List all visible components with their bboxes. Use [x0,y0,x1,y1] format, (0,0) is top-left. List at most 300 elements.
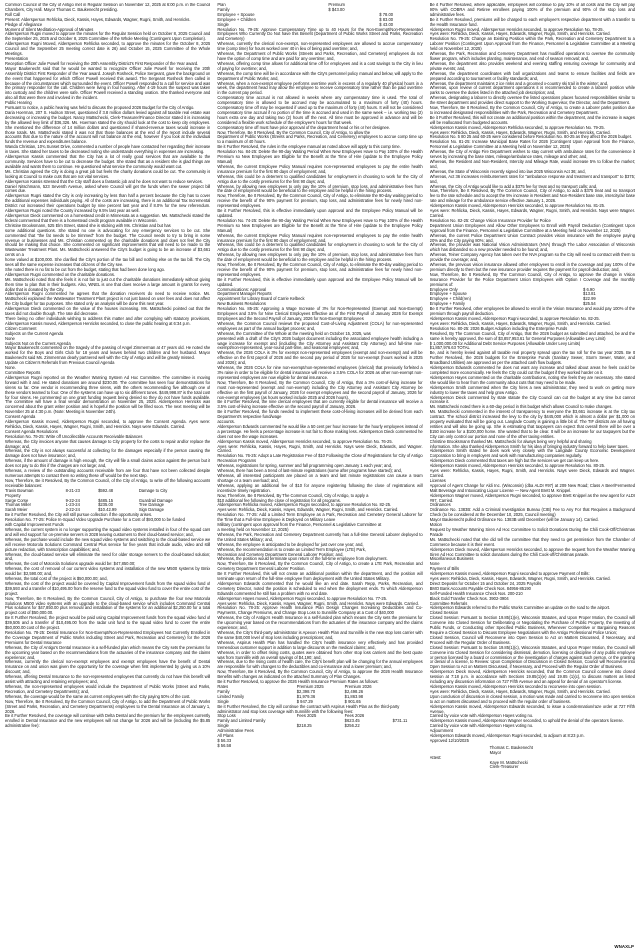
paragraph: Motion [429,522,442,528]
paragraph: Now, Therefore, Be It Resolved, By the Common Council, City of Antigo, to allow the [217,129,371,135]
paragraph: Whereas, the Park, Recreation and Cemetery Department has modified operations to oversee the community flower program, which includes planting, maintenance, and end of season removal; and, [429,51,635,61]
table-cell: $218.25 [296,723,312,729]
paragraph: Approved 12/10/2025 [429,737,469,743]
paragraph: Whereas, the Department of Public Works (Streets and Parks, Recreation, and Cemetery) employees do not have the option of comp time and are paid for any overtime; and, [217,51,423,61]
paragraph: Ayes were: Rehlicka, Dieck, Kassis, Hayes, Edwards, Wagner, Rugni, Smith, and Henricks. Carried. [429,688,611,694]
paragraph: Consent Agenda [5,414,36,420]
paragraph: Direct Deposits for October 15 and October 24, 2025 Payrolls [429,580,542,586]
paragraph: Be, and is hereby levied against all taxable real property spread upon the tax roll for the tax year 2025. Be It Further Resolved, the 2026 budgets for the Enterprise Funds (Sanitary Sewer, Storm Sewer, Water, and Broadband Utilities) are approved as per the attached cash flow budgets. [429,350,635,366]
paragraph: Aldersperson Rugni commented on the charitable donations. [5,271,116,277]
paragraph: Christine Brooksmann, 525 Elm Street, stated she is sticking with Ms. Christian and but has [5,222,171,228]
paragraph: Consent Agenda Resolutions [5,428,58,434]
paragraph: Be it Further Resolved, this will not create an additional position within the department, and the increase in wages will be reallocated from budgeted accounts. [429,114,635,125]
paragraph: Aldersperson Dieck commented on the value of the houses increasing. Ms. Mattschecki pointed out that the taxes did not double though. The rate did decrease. [5,306,211,317]
table-cell: Single [217,698,229,704]
paragraph: $1,857,976.63 TOTAL [429,345,470,351]
paragraph: Ayes were: Rehlicka, Dieck, Kassis, Hayes, Edwards, Wagner, Rugni, Smith, and Henricks. Carried. [217,507,399,513]
table-cell: Single [217,21,229,27]
paragraph: Aldersperson Edwards referred to the Public Works Committee an update on the road to the airport. [429,605,611,611]
paragraph: Reception Officer Julie Powell for receiving the 20th Assembly District's First Responder of the Year award. [5,60,199,66]
column-3 [430,3,635,947]
table-cell: $731.11 [392,718,408,724]
paragraph: Aldersperson Smith stated he does work very closely with the Langlade County Economic Development Corporation to bring in employers and work with manufacturing companies regularly. [429,448,635,459]
paragraph: Resolution No. 76-25: Adopt a Late Registration Fee of $10 Following the Close of Registrations for City of Antigo Recreation Programs [217,453,423,464]
paragraph: Be It Further Resolved, this will not create an additional position within the department, and the position will terminate upon return of the full-time employee from deployment with the United States Military. [217,571,423,582]
paragraph: Self-Funded Health Insurance Check Nos. 200-210 [429,590,523,596]
paragraph: Whereas, the current Employee Policy Manual requires non-represented employees to pay the entire health insurance premium for the first 90 days of employment; and, [217,163,423,174]
table-cell [297,744,345,749]
paragraph: Aldersperson Rugni Moved, Aldersperson Rehlicka seconded, to approve the minutes for the October 8, 2025 Council and the September 25 meeting correct date is 26) and October 15, 2025 Committee of the Whole Meetings. [5,41,211,57]
paragraph: Daria Hoerman, 207 S. Hudson Street, questioned if 3.8 million dollars levied against all taxable real estate was decreasing or increasing the budget. Nancy Mattschecki, Clerk-Treasurer/Finance Director stated it is increasing by the allowed levy limit of $36,326. Ms. Hoerman stated the city should look at the cost to keep city employees. She mentioned the difference of 14 million dollars and questioned if shared-revenue taxes would increase in those totals. Ms. Mattschecki stated it was not that those balances at the end of the report include several accounts that due to the nature of the account will not balance at the end, however if you look at the individual funds the revenue and expenditures balance. [5,109,211,145]
paragraph: Whereas, offering Dental Insurance to the non-represented employees that currently do not have this benefit will assist with attracting and retaining employees; and, [5,674,211,685]
table-cell: Employee + Child(ren) [429,296,471,302]
table-cell: Family and Limited Family [217,718,266,724]
table-cell: $2,498.26 [344,688,364,694]
column-2 [217,3,422,947]
paragraph: Aldersperson Kassis commented that the City has a lot of really good services that are available to the community. Services have to be cut to decrease the budget. She stated that as a resident she is glad things are available and wants them to continue. He questioned what service the community would want cut. [5,154,211,169]
table-cell: $1,979.36 [296,693,316,699]
paragraph: Whereas, currently the clerical non-exempt, non-represented employees are allowed to accrue compensatory time (comp time) for hours worked over 40 in lieu of being paid overtime; and, [217,41,423,52]
paragraph: Christine Brooksmann thanked Ms. Mattschecki for always being very helpful and sharing [429,438,592,444]
paragraph: Resolution No. 77-25: Police In-Squad Video Upgrade Purchase for a Cost of $93,000 to be funded [5,517,185,523]
table-cell [393,744,423,749]
paragraph: home valued at $100,000. She clarified the City's portion of the tax bill and nothing else on the tax bill. The City sees all the same expense increases that citizens of the City see. [5,257,211,268]
plan-table [217,3,422,28]
paragraph: Whereas, the Resident and Non-Resident, Intercity and Mileage Rate, would increase 5% to follow the market; and, [429,159,635,169]
paragraph: Whereas, when a non-exempt employee performs overtime work in excess of a regularly 40 physical hours in a week, the department head may allow the employee to receive compensatory time rather than be paid overtime in the current pay period. [217,80,423,96]
paragraph: Aldersperson Smith commented when the City hires a new administrator, they need to work on getting more industry to lower the taxes and help grow Antigo. [429,384,635,395]
mayor-name: Thomas C. Baukenecht [489,744,533,750]
paragraph: Aldersperson Hayes commented on the charitable contributions, noting she feels they are necessary. She stated she would like to hear from the community about cuts that may need to be made. [429,374,635,385]
paragraph: Aldersperson Dieck commented that taxes are high but the services we get can keep us here. [429,458,600,464]
paragraph: Aldersperson Rugni stated the City is only increasing by less than half a percent because the City has to cover the additional expenses individuals paying. All of the costs are increasing, there is an additional Tax Incremental District not increased their operations budget by nine percent last year and if 8.0% for the new referendum. Aldersperson Rugni noted the County increased by 9.5% last year as well. [5,193,211,214]
paragraph: Present: Aldersperson Rehlicka, Dieck, Kassis, Hayes, Edwards, Wagner, Rugni, Smith, and Henricks. [5,16,191,22]
paragraph: Compensatory time off must have prior approval of the department head or his or her designee. [217,124,391,130]
paragraph: Now, Therefore, Be it Resolved, By the Common Council, of the City of Antigo, to write off the following accounts receivable balances: [5,477,211,488]
paragraph: Be it Further Resolved, the funds needed to implement these cost-of-living increases will be derived from each Department's respective fund/wage [217,409,423,420]
paragraph: Now, Therefore, Be It Resolved, By the Common Council, City of Antigo, to eliminate the 90-day waiting period to receive the benefit of the 90% payment for premium, stop loss, and administrative fees for newly hired non-represented employees. [217,193,423,209]
paragraph: Ayes were: Rehlicka, Dieck, Kassis, Hayes, Wagner, Rugni, Smith, and Henricks. Nays were Edwards. Carried. [217,600,419,606]
paragraph: Be it Further Resolved, this is effective immediately upon approval and the Employee Policy Manual will be updated. [217,276,423,287]
paragraph: Now, Therefore, Be it Resolved, By the Common Council, City of Antigo, to create a LTE Park, Recreation and Cemetery Department General Laborer Position. [217,561,423,572]
paragraph: Whereas, the Common Council reviews the proposed Cost-of-Living Adjustment (COLA) for non-represented employees as part of the annual budget process; and, [217,320,423,331]
paragraph: Aldersperson Edwards commented he would like a 50 cent per hour increase for the hourly employees instead of a percentage. He feels a percentage increase is not fair to those making less. Aldersperson Dieck commented he does not see the wage increases. [217,423,423,439]
paragraph: Be it Further Resolved, the coverage will continue with Delta Dental and the premium for the employees currently enrolled in Dental Insurance and the new employees will not change for 2026 and will be (including the $5.85 administrative fee): [5,713,211,729]
table-cell: Plan [217,3,226,7]
paragraph: Whereas, the cloud-based service will eliminate the need for older storage servers to the cloud-based solution; and, [5,551,211,562]
table-cell: 1-23-24 [65,502,80,508]
table-cell: Sign Damage [138,507,164,513]
paragraph: Closed Session: Pursuant to Section 19.85(1)(e), Wisconsin Statutes, and Upon Proper Motion, the Council will Convene into Closed Session for Deliberating or Negotiating the Purchase of Public Property, the Investing of Public Funds, or Conducting other Specified Public Business, Whenever Competitive or Bargaining Reasons Require a Closed Session to Discuss Employee Negotiations with the Antigo Professional Police Union; [429,615,635,635]
paragraph: Mayor Baukenecht pulled Ordinance No. 1383B until December (will be January 14). Carried. [429,517,599,523]
table-cell: $ 901.65 [344,698,361,704]
paragraph: BMO Bank Accounts Payable Check Nos. 84956-85190 [429,585,531,591]
paragraph: Recreation and Cemetery Department General Laborer Position; and, [217,551,344,557]
paragraph: Aldersperson Kassis moved, Aldersperson Henricks seconded to reconvene into open session. [429,683,602,689]
paragraph: Whereas, the position would terminate upon return of the full-time employee from deployment. [217,556,388,562]
paragraph: Aldersperson Dieck commented by state statute the City Council can cut the budget at any time but cannot increase it. [429,394,635,405]
paragraph: Whereas, the current system is no longer supporting the squad video systems installed in four of the squad cars and will end support for on-premise servers in 2028 leaving customers to their cloud-based service; and, [5,526,211,537]
paragraph: Aldersperson Kassis moved, Aldersperson Henricks seconded, to approve Resolution No. 80-25. [429,463,606,469]
paragraph: Now, Therefore, Be It Resolved, By The Common Council, City of Antigo, to apply a [217,492,369,498]
paragraph: Whereas, the current Employee Policy Manual requires non-represented employees to pay the entire health insurance premium for the first 90 days of employment; and, [217,232,423,243]
paragraph: Whereas, applying an additional fee of $10 for anyone registering following the close of registrations will incentivize timely registration. [217,482,423,493]
paragraph: Whereas, a review of the outstanding accounts receivable from are four that have not been collected despite numerous attempts to contact them so writing these off would be the next step. [5,468,211,478]
table-cell: $1,863.98 [344,693,364,699]
table-cell: Employee Only [429,286,458,292]
paragraph: Resolution No. 74-25: Delete the 90-day Waiting Period When New Employees Have to Pay 100% of the Health Premium so New Employees are Eligible for the Benefit at the Time of Hire (update to the Employee Policy Manual) [217,217,423,233]
paragraph: Aldersperson Rugni moved to approve the minutes for the Regular Session held on October 8, 2025 Council and the September 25, 2025 and October 8, 2025 Committee of the Whole Meeting (Contingent Upon Completion). [5,31,211,42]
paragraph: Whereas, the current Police Department Union Contract provides vision insurance with the employee paying 20% and the City paying 80%; and, [429,232,635,243]
paragraph: Whereas, this could be a deterrent to qualified candidates for employment in choosing to work for the City of Antigo due to the costly premiums for the first 90 days; and, [217,242,423,253]
clerk-title: Clerk-Treasurer [489,764,519,770]
premium-table [217,685,422,749]
paragraph: Resolution No. 85-25: Approving a Wage Increase of 3% for Non-Represented (Exempt and Non-Exempt) Employees and 3.5% for Nine Clerical Employees Effective as of the First Payroll of January 2026 for Exempt Employees and the Second Payroll of January, 2026 for Non-Exempt Employees [217,306,423,321]
paragraph: Whereas, Teiner Company Agency has taken over the NVA program so the City will need to contract with them to provide the coverage; and, [429,252,635,263]
paragraph: Be it Further Resolved, where applicable, employees will continue to pay 10% of all costs and the City will pay 90% with COBRA and Retiree enrollees paying 100% of the premium and 90% of the stop loss and administrative fees. [429,3,635,17]
paragraph: New Business Resolutions [217,301,266,307]
table-row [217,744,422,749]
table-cell: $235.00 [98,502,114,508]
paragraph: Aldersperson Dieck moved, Aldersperson Henricks seconded, that the Common Council convene into closed session at 7:18 p.m. in accordance with Sections 19.85(1)(e) and 19.85 (1)(c), to discuss matters as listed including any discussion information on 727 Fifth Avenue and an appeal for denial of an operator's license. [429,669,635,685]
table-cell: $ 78.00 [379,11,394,17]
paragraph: Whereas, registrations for spring, summer and fall programming open January 1 each year; and, [217,463,392,469]
table-cell: Employee + Children [217,16,256,22]
paragraph: Aldersperson Dieck moved, Aldersperson Henricks seconded, to approve the request from the Weather Warning Siren Ad Hoc Committee to solicit donations during the Chili Cook-off/Christmas parade. [429,546,635,557]
paragraph: Aldersperson Kassis moved, Aldersperson Rugni seconded, to approve Resolution No. 82-25. [429,316,600,321]
paragraph: Citizen Comment [5,325,37,331]
table-cell: $ 56.58 [217,742,232,748]
paragraph: presented with a draft of the City's 2026 budget document including the associated employee health including a wage increase for exempt and (including the City Attorney and Assistant City Attorney) and full-time non-exempt/non-represented, year-round part-time, and seasonal employees; and, [217,335,423,351]
paragraph: Ms. Mattschecki noted that she did tell the committee that they need to get permission from the Chamber of Commerce because it is their event. [429,536,635,547]
paragraph: Resolution No. 79-25: Approve Compensatory Time up to 40 Hours for the Non-Exempt/Non-Represented Employees Who Currently Do Not have this Benefit (Department of Public Works Street and Parks, Recreation and Cemetery) [217,26,423,42]
paragraph: Resolution No. 79-25: Write off Uncollectible Accounts Receivable Balances [5,433,143,439]
paragraph: None [5,335,15,341]
table-cell: 2-22-24 [65,507,80,513]
clerk-name: Kaye M. Mattschecki [489,759,528,765]
table-cell: Fees 2026 [344,713,365,719]
paragraph: Whereas, the City's third-party administrator is Apexon Health Plan and Sunnilife is the new stop loss carrier with the same $40,000 level of stop loss including prescriptions; and, [217,630,423,640]
paragraph: Whereas, if the amount of damage is high enough, the City will file a small claims action against the person but it does not pay to do this if the charges are not large; and, [5,458,211,469]
table-cell: Sarah Meier [5,507,28,513]
paragraph: Whereas, the provider was National Vision Administrators (NVA) through The Labor Association of Wisconsin which has disbanded so a new provider needed to be found; and, [429,242,635,253]
table-cell: $485.15 [98,497,114,503]
paragraph: None. [5,365,16,371]
paragraph: Whereas, the City is not always successful at collecting for the damages especially if the person causing the damage does not have insurance; and, [5,448,211,459]
paragraph: Moment of Silent Meditation-Approval of Minutes [5,26,94,32]
paragraph: Aldersperson Kassis moved, Aldersperson Rehlicka seconded, to approve Resolution No. 79-25. [429,124,605,130]
paragraph: Whereas, the recommendation is to create an Limited Term Employee (LTE) Park, [217,546,366,552]
table-cell: $22.99 [583,296,596,302]
table-cell: Employee + Spouse [429,291,467,297]
paragraph: Closed Session [429,610,459,616]
paragraph: Adjournment [429,728,453,734]
paragraph: Whereas, the City invoices anyone that causes damage to City property for the costs to repair and/or replace the damage; and, [5,438,211,449]
paragraph: Daniel Nitschmann, 523 Seventh Avenue, asked where Council will get the funds when the sewer project bill comes due. [5,183,211,194]
table-cell: Administrative Fees [217,728,254,734]
paragraph: Military (contingent upon approval from the Finance, Personnel & Legislative Committee at [217,522,382,528]
paragraph: Whereas, currently the clerical non-exempt employees and exempt employees have the benefit of Dental Insurance on and union was given the opportunity for the coverage when first implemented by giving us a 10% discount; and, [5,659,211,675]
paragraph: Ayes were: Rehlicka, Dieck, Kassis, Hayes, Edwards, Wagner, Rugni, Smith, and Henricks. Carried. [429,320,611,326]
paragraph: Compensatory time accrual is not allowed in weeks where any compensatory time is used. The total of compensatory time is allowed to be accrued may be accumulated to a maximum of forty (40) hours. Compensatory time off may be requested if used up to the maximum of forty (40) hours. It will not be considered compensatory time accrual if no portion of the time is accrued and used in the same week – i.e. working two (2) hours extra one day and taking two (2) hours off the next. All time must be approved in advance and will be considered a flexible work schedule of the employee's hours for that week. [217,95,423,125]
paragraph: Aldersperson Kassis moved, Aldersperson Edwards seconded, to issue a condemnation/raze order at 727 Fifth Avenue. [429,703,635,714]
paragraph: Aldersperson Wagner moved, Aldersperson Rugni seconded, to approve Brett Knippel as the new agent for ALDI #97. Carried. [429,492,635,503]
table-cell: Family [217,6,230,12]
paragraph: Now, Therefore, Be It Resolved, By the Common Council, City of Antigo, to eliminate the 90-day waiting period to receive the benefit of the 90% payment for premium, stop loss, and administrative fees for newly hired non-represented employees. [217,262,423,277]
paragraph: None [429,561,440,567]
paragraph: Whereas, the previous vision insurance allowed other employees to enroll in the coverage and pay 100% of the premium directly to them but the new insurance provider requires the payment for payroll deduction; and, [429,262,635,272]
table-cell: $ 947.29 [296,698,313,704]
paragraph: Ms. Christian agreed the City is doing a great job but feels the charity donations could be cut. The community is looking at Council to make cuts that are not vital services. [5,168,211,179]
paragraph: Subjects on the Current Agenda [5,330,64,336]
paragraph: Ayes were: Rehlicka, Dieck, Kassis, Hayes, Edwards, Wagner, Rugni, Smith, and Henricks. Nays were Wagner. Carried. [429,208,635,218]
paragraph: Now, Therefore, Be It Resolved, By the Common Council, City of Antigo, that a 3% cost-of-living increase for most non-represented (exempt and non-exempt) including the City Attorney and Assistant City Attorney be effective on the first payroll of January, 2026 for exempt employees and the second payroll of January, 2026 for non-exempt employees (as hours worked include 2025 and 2026 hours). [217,379,423,400]
paragraph: Aldersperson Kassis moved, Aldersperson Henricks seconded, to approve Resolution No. 76-25. [217,438,393,444]
paragraph: Aldersperson Kassis stressed that the City staff does a fantastic job and he does not want to reduce services. [5,178,203,184]
paragraph: Ms. Mattschecki noted that she feels it is not fair to just cut the charitable donations immediately without giving them time to plan that in their budgets. Also, WNEL is one that does receive a large amount in grants for every dollar that is donated by the City. [5,276,211,292]
table-row [217,705,422,715]
paragraph: There being no other individuals wishing to address this matter and after complying with statutory provisions, Aldersperson Kassis moved, Aldersperson Henricks seconded, to close the public hearing at 6:34 p.m. [5,316,211,326]
table-cell: $13.81 [583,291,596,297]
signature-block [430,746,635,771]
paragraph: Whereas, the 2026 COLA for nine non-exempt/non-represented employees (clerical) that previously forfeited a 3% raise in order to be eligible for dental insurance will receive a 3.5% COLA for 2026 as other non-exempt non-represented employees are now eligible for dental insurance. [217,365,423,380]
paragraph: Request by Weather Warning Siren Ad Hoc Committee to Solicit Donations During the Chili Cook-Off/Christmas Parade [429,526,635,537]
paragraph: Whereas, the total cost of the project is $50,000.00; and, [5,576,108,582]
paragraph: Licenses [429,477,446,483]
paragraph: Resolution No. 79-25: Change an Existing Position within the Park, Recreation and Cemetery Department to a Laborer Position (Contingent Upon Approval from the Finance, Personnel & Legislative Committee at a Meeting held on November 12, 2025) [429,36,635,52]
paragraph: Whereas, Aspirus Health Plan has handled the City's health insurance very effectively and has provided tremendous customer support in addition to large discounts on the medical claims; and, [217,639,423,650]
table-cell: Tree Damage [138,502,164,508]
paragraph: Ayes were: Rehlicka, Dieck, Kassis, Hayes, Edwards, Wagner, Rugni, Smith, and Henricks. Carried. [429,31,611,37]
paragraph: Ayes were: Rehlicka, Dieck, Kassis, Hayes, Edwards, Wagner, Rugni, Smith, and Henricks. Carried. [429,576,611,582]
paragraph: Whereas, by allowing new employees to only pay the 10% of premium, stop loss, and administrative fees from the date of employment would be beneficial to the employee and be helpful in the hiring process. [217,252,423,263]
paragraph: Aldersperson Kassis moved, Aldersperson Henricks seconded, to approve Resolution No. 81-25. [429,203,606,209]
paragraph: Ayes were: Rehlicka, Kassis, Hayes, Rugni, Smith, and Henricks. Nays were Dieck, Edwards, and Wagner. Carried. [217,443,423,454]
table-cell: Family [217,688,230,694]
paragraph: Ayes were: Rehlicka, Dieck, Kassis, Hayes, Edwards, Wagner, Rugni, Smith, and Henricks. Carried. [429,129,611,135]
paragraph: Resolution No. 5 80 25 and 60-25 were considered before Resolution No. 80-25 as they affect the 2026 budget. [429,134,632,140]
writeoff-table [5,489,210,514]
paragraph: Whereas, the employee is anticipated to be deployed for just over one year; and, [217,541,364,547]
paragraph: Aldersperson Rehlicka moved, Aldersperson Rugni seconded, to approve Resolution No. 82-25. [217,502,392,508]
paragraph: Now, Therefore, Be It Resolved, By The Common Council, City of Antigo, to add a $375 treat and no transport fee to the rate schedule and to accept the 5% increase in Resident and Non-Resident base rate, intercity/air base rate and mileage for the ambulance service effective January 1, 2026. [429,188,635,204]
table-cell: Single [217,723,229,729]
paragraph: Aldersperson Dieck commented on a homestead credit in Minnesota as a suggestion. Ms. Mattschecki stated the federal commented that there is a homestead credit program available in Wisconsin. [5,212,211,223]
paragraph: Be it Further Resolved, the rules in the employee manual as noted above will apply to this comp time. [217,144,401,150]
table-cell: Damage to City [138,487,168,493]
paragraph: Ordinances [429,502,451,508]
paragraph: Now, Therefore, Be it Resolved, By the Common Council, City of Antigo, to approve the 2026 Health Insurance Benefits with changes as indicated on the attached Summary of Plan Changes. [217,669,423,680]
table-cell: $25.54 [583,301,596,307]
table-cell: Property [5,492,21,498]
paragraph: Mayor Baukenecht said that he would be wanted to recognize Officer Julie Powell for receiving the 20th Assembly District First Responder of the Year award. Joseph Rosheck, Police Sergeant, gave the background on the event that happened for which Officer Powell received this award. The Sergeant Rosheck then called in because of the circumstances which surrounded the event. Officer Powell responded to a call for service and was the primary responder for the call. Children were living in foul housing. After 4-19 hours the suspect was taken into custody and the children were safe. Officer Powell received a standing ovation. She thanked everyone and also all that were there and involved in the incident. [5,65,211,101]
paragraph: Carried by voice vote with Aldersperson Hayes voting no. [429,713,534,719]
paragraph: Whereas, the 2026 COLA is 3% for exempt non-represented employees (exempt and non-exempt) and will be effective on the first payroll of 2026 and the second pay period of 2026 for non-exempt (hours worked in 2025 and 2026); and, [217,350,423,366]
paragraph: Whereas, the purchase would include the new squad video systems and switching to the cloud-based service we will receive Motorola Solutions Command Central Plus service for five years that include audio, video and still picture redaction, with transcription capabilities; and, [5,536,211,552]
paragraph: Resolution No. 81-25: Increase Municipal Base Rates for 2026 (Contingent Upon Approval from the Finance, Personnel & Legislative Committee at a Meeting held on November 12, 2025) [429,139,635,150]
paragraph: Aldersperson Rugni reported on the Weather Warning System Ad Hoc Committee. The committee is moving forward with it and. He stated donations are around $230.00. The committee has seen four demonstrations for sirens so far. One vendor is recommending three sirens, with the others recommending five although one of these vendors teamed to four. One of the systems can have up to six different tones. $449,998.87 is the total cost for four sirens. He commented on one grant funding request being denied so they do not have funds available. The committee will have a final vendor demonstration on November 25, 2025. Aldersperson Henricks was concerned about the grant writer position and is hopeful the position will be filled soon. The next meeting will be November 25 at 4:30 p.m. (Note: Meeting is November 24th). [5,374,211,415]
paragraph: Whereas, the cost of removal of our current video systems and installation of the new M500 systems by Bmix would be: $2,590.00; and, [5,566,211,577]
paragraph: Resolution No. 78-25: Approve Health Insurance Plan Design Changes Increasing Deductibles and Co-Payments, Change Premiums, and Change Stop Loss to Sunnilife Company at a Cost of $40,000 [217,605,423,616]
paragraph: Now, Therefore, Be It Resolved, By the Common Council, City of Antigo, to create a Laborer parks position due to increased designated responsibilities with the Park, Recreation and Cemetery Department. [429,105,635,115]
paragraph: Ayes were: Rehlicka, Kassis, Hayes, Rugni, Smith, and Henricks. Nays were Dieck, Edwards and Wagner. Carried. [429,468,635,478]
table-cell: $ 56.33 [217,737,232,743]
table-cell: Stop Loss [217,713,236,719]
table-cell: $256.22 [344,723,360,729]
table-cell: Thomas Miller [5,502,31,508]
paragraph: Whereas, the cost of Motorola Solutions upgrade would be: $47,850.00; [5,561,136,567]
table-cell: 9-22-24 [65,497,80,503]
paragraph: Ordinance No. 1383B: Add a Criminal Investigation Bureau (CIB) Fee to Any For that Requires a Background Check (to be considered at the December 10, 2025, Council meeting) [429,507,635,518]
paragraph: Whereas, the coverage would be the same as current employees with the City paying 50% of the cost. [5,693,191,699]
table-cell: 8-21-23 [65,487,80,493]
paragraph: Public Hearing [5,100,32,106]
mayor-title: Mayor [489,749,502,755]
vision-table [430,288,635,308]
paragraph: Whereas, due to the rising costs of health care, the City's benefit plan will be changing for the annual employees are responsible for with changes to the deductibles and co-insurance and a lower premium; and, [217,659,423,670]
table-cell: Rates [217,683,229,689]
table-cell: $ 6.90 [583,286,595,292]
paragraph: Payment of Bills [429,566,460,572]
paragraph: Now, Therefore, Be It Resolved, By The Common Council, City of Antigo, to approve the change in Vision Insurance Provider for the Police Department Union Employees with Option I Coverage and the monthly premiums of: [429,271,635,287]
paragraph: Whereas, the City of Antigo's Dental Insurance is a self-funded plan which means the City sets the premiums for the upcoming year based on the recommendations from the actuaries of the insurance company and the claims experience; and, [5,644,211,660]
paragraph: Appointment for Library Board of Carrie Kelbeck [217,296,305,302]
paragraph: Resolution No. 82-25: Change Vision Insurance Provider for Police [429,217,551,223]
paragraph: Whereas, the comp time will be in accordance with the City's personnel policy manual and below, will apply to the Department of Public Works; and, [217,70,423,81]
table-cell: $2,398.70 [296,688,316,694]
paragraph: Whereas, the cost of the project would be covered by Capital Improvement funds from the squad video fund of $39,593 and a transfer of $10,495.00 from the reserve fund to the squad video fund to cover the entire cost of the project. [5,580,211,596]
paragraph: some additional questions. She stated no one is advocating for any emergency services to be cut. She commented that "the fat needs to be trimmed" from the budget. The Council needs to try to bring in some revenue or businesses and Ms. Christian commented on the charitable donations and does not feel the City should be making that choice. She commented on significant improvements that will need to be made to the Wastewater Treatment Plant. Ms. Mattschecki answered the City's budget is going to be an increase of $3,661 cents on a [5,227,211,258]
paragraph: Resolved, By The Common Council, City of Antigo, that the 2026 budget as submitted and attached, be and the same is hereby approved, the sum of $3,857,953.61 for General Purposes (Allowable Levy Limit) [429,330,635,341]
table-cell: Employee + Spouse [217,11,255,17]
paragraph: Department Union Employees and Allow Other Employees to Enroll with Payroll Deduction (Contingent Upon Approval from the Finance, Personnel & Legislative Committee at a Meeting held on November 12, 2025) [429,222,635,233]
paragraph: Closed Session: Pursuant to Section 19.85(1)(c), Wisconsin Statutes, and Upon Proper Motion, the Council will Convene into Closed Session for considering dismissal, demotion, licensing or discipline of any public employee or person licensed by a board or commission or the investigation of charges against such person, or the granting or denial of a license, to Review: Upon Completion of Discussion in Closed Session, Council will Reconvene into Open Session to Act on Matters Discussed, if Necessary, and Proceed with the Regular Order of Business. [429,644,635,670]
paragraph: Whereas, the Park, Recreation and Cemetery Department currently has a full-time General Laborer deployed to the United States Military; and, [217,531,423,542]
table-cell: Be it Further Resolved, the City will continue the contract with Aspirus Health Plan as the third-party administrator and stop loss coverage with Sunnilife with the following fees: [217,703,400,714]
table-cell: Premium [328,3,345,7]
paragraph: She noted there is no fat to be cut from the budget, stating that had been done long ago. [5,266,166,272]
table-cell: Premium 2026 [344,683,372,689]
paragraph: Whereas, the City of Antigo Fire Department wishes to stay current with ambulance rates for the convenience it serves by increasing the base rates, mileage/ambulance rates, mileage and other; and, [429,149,635,160]
paragraph: Whereas, this could be a deterrent to qualified candidates for employment in choosing to work for the City of Antigo due to the costly premiums for the first 90 days; and, [217,173,423,184]
paragraph: Whereas, upon review of current department operations it is recommended to create a laborer position while parks to oversee the duties listed in the attached job description; and, [429,85,635,96]
paragraph: Be it Further Resolved, this is effective immediately upon approval and the Employee Policy Manual will be updated. [217,208,423,218]
paragraph: Common Council of the City of Antigo met in Regular Session on November 12, 2025 at 6:00 p.m. in the Council Chambers, City Hall. Mayor Thomas C. Baukenecht presiding. [5,3,211,12]
paragraph: Aldersperson Hayes moved, Aldersperson Rugni seconded, to approve Resolution No. 77-25. [217,595,388,601]
paragraph: Ms. Mattschecki commented in the interest of transparency to everyone the $3,661 increase is at the City tax contract. The school district increased the levy to the city by $445,000 which is almost a dollar per $1,000 on property evaluated that will be going out. Langlade County is gaining a little bit of. The TIF districts are all having entities and will also be going up. She is estimating that taxpayers can expect that overall there will be over a $150 increase for a $100,000 home. She wanted that to be clear. It will be an increase for our taxpayers but the City can only control our portion and none of the other taxing entities. [429,409,635,439]
table-cell: $ $43.00 [328,6,345,12]
paragraph: Committee Referrals [429,600,468,606]
paragraph: Whereas, by allowing new employees to only pay the 10% of premium, stop loss, and administrative fees from the date of employment would be beneficial to the employee and be helpful in the hiring process. [217,183,423,194]
paragraph: Whereas, the department maintains 2 ice rinks and a groomed x-country ski trail in the winter; and, [429,80,609,86]
attest-label: Attest: [429,754,442,760]
paragraph: Resolution No. 77-25: Add a Limited Term Employee as a Park, Recreation and Cemetery General Laborer for the Time that a Full-time Employee is Deployed on Military Leave [217,512,423,523]
paragraph: $10 additional fee following the close of registration for all programs. [217,497,341,503]
paragraph: accounts. [217,419,235,425]
table-cell: Limited Family [217,693,245,699]
paragraph: Update on Citizen's Referrals from Previous Council Agenda [5,360,115,366]
paragraph: Resolution No. 84-25: Delete the 90-day Waiting Period When New Employees Have to Pay 100% of the Health Premium so New Employees are Eligible for the Benefit at the Time of Hire (update to the Employee Policy Manual) [217,149,423,164]
paragraph: Aldersperson Kassis moved, Aldersperson Rugni seconded, to approve the Consent Agenda. Ayes were: Rehlicka, Dieck, Kassis, Hayes, Wagner, Rugni, Smith, and Henricks. Nays were Edwards. Carried. [5,419,211,429]
paragraph: Resolution No. 78-25: Dental Insurance for Non-Exempt/Non-Represented Employees Not Currently Enrolled in the Coverage Department of Public Works including Street and Park, Recreation and Cemetery) for the 2026 Premiums for Dental Insurance [5,630,211,645]
paragraph: Be it Further Resolved, to approve the 2026 Health Insurance Premium Rates as follows: [217,679,379,685]
paragraph: Subjects Not on the Current Agenda [5,340,71,346]
paragraph: Upon conclusion of discussion in closed session, a motion was made and carried to reconvene into open session to act on matters discussed and to proceed with the regular order of business. [429,693,635,704]
table-cell: Travis Bowman [5,487,34,493]
paragraph: Now, Therefore, Be It Resolved, By the Common Council, City of Antigo, to add the Department of Public Works (Street and Parks, Recreation, and Cemetery Departments) employees to the Dental Insurance as of January 1, 2026. [5,698,211,714]
paragraph: Carried by voice vote with Aldersperson Hayes voting no. [429,723,534,729]
paragraph: Presentation [5,55,29,61]
paragraph: Mayor Baukenecht commented on the tragedy of the passing of Angel Zimmerman at 47 years old. He noted she worked for the Boys and Girls Club for 18 years and leaves behind two children and her husband. Mayor Baukenecht said Ms. Zimmerman dearly partnered well with the City of Antigo and will be greatly missed. [5,345,211,361]
paragraph: Whereas, the State of Wisconsin recently signed into law 2025 Wisconsin Act 36; and, [429,168,586,174]
paragraph: Whereas, the non-represented employees would include the Department of Public Works (Street and Parks, Recreation, and Cemetery Departments); and, [5,683,211,694]
paragraph: Pursuant to notice, a public hearing was held to discuss the proposed 2026 Budget for the City of Antigo. [5,105,195,111]
table-cell: $623.45 [344,718,360,724]
paragraph: Whereas, the department coordinates with ball organizations and teams to ensure facilities and fields are prepared according to tournament or facility standards; and, [429,70,635,81]
table-cell: Guardrail Damage [138,497,173,503]
paragraph: Aldersperson Edwards commented he does not want any increase and talked about areas he feels could be completed more economically. He feels the City could cut the budget if they worked harder on it. [429,365,635,375]
paragraph: information. She also thanked Aldersperson Smith for his idea of bringing industry forward to help lower taxes. [429,443,629,449]
paragraph: Whereas, the City of Antigo's Health Insurance is a self-funded plan which means the City sets the premiums for the upcoming year based on the recommendations from the actuaries of the insurance company and the claims experience; and, [217,615,423,631]
table-cell: $ 83.00 [379,16,394,22]
paragraph: Aldersperson Rugni commented he agrees that the donation receivers do need to receive notice. Ms. Mattschecki explained the Wastewater Treatment Plant project is not just based on user fees and does not affect the City budget for tax purposes. She stated only an analysis will be done this next year. [5,291,211,307]
paragraph: Whereas, offering comp time allows for additional time off for employees and is a cost savings to the City in lieu of paying for overtime; and, [217,60,423,71]
table-cell: Premium 2025 [296,683,324,689]
paragraph: Aldersperson Kassis moved, Aldersperson Rugni seconded to approve Payment of Bills: [429,571,590,577]
paragraph: Pledge of Allegiance [5,21,43,27]
paragraph: Aldersperson Kassis moved, Aldersperson Wagner seconded, to uphold the denial of the operators license. [429,718,624,724]
table-cell [345,744,393,749]
paragraph: Whereas, the Committee of the Whole at the meeting held on October 15, 2025, was [217,330,371,336]
paragraph: Closed Session, Council will Reconvene into Open Session to Act on Matters Discussed, if Necessary, and Proceed with the Regular Order of Business. [429,634,635,645]
paragraph: Roll Call [5,11,21,17]
paragraph: Be It Further Resolved, the project would be paid using Capital Improvement funds from the squad video fund of $39,505 and a transfer of $10,495.00 from the radar unit fund to the squad video fund to cover the entire $50,000.00 cost of the project. [5,615,211,631]
paragraph: Now, Therefore, Be It Resolved, By the Common Council, City of Antigo, to purchase the four new Motorola Solutions M500 video systems with an upgrade to the cloud-based service which includes Command Central Plus solutions for $47,850.00 plus removal and installation of the systems for an additional $2,250.00 for a total project cost of $50,000.00. [5,595,211,616]
paragraph: Resolution No. 80-25: 2026 Budget Adoption including the Enterprise Funds [429,325,568,331]
paragraph: a meeting held on November 12, 2025) [217,526,289,532]
paragraph: Whereas, in order to offset rising costs, quotes were obtained from other stop loss carriers and the best quote was from Sunnilife with an overall savings of $4,190; and, [217,649,423,660]
paragraph: Be It Further Resolved, other employees be allowed to enroll in the Vision Insurance and would pay 100% of the premium through payroll deduction. [429,306,635,317]
paragraph: Miscellaneous Business [429,556,474,562]
paragraph: Black Gold Transfer Check Nos. 3902-3904 [429,595,509,601]
table-cell: $592.48 [98,487,114,493]
paragraph: Aldersperson Edwards moved, Aldersperson Rugni seconded, to adjourn at 8:23 p.m. [429,733,585,739]
paragraph: Department of Public Works (Streets and Parks, Recreation, and Cemetery) employees to accrue comp time up to a maximum of 40 hours. [217,134,423,145]
paragraph: Wanda Christian, 10¾ Sunset Drive, commented a number of people have contacted her regarding their increase in taxes. She stated her taxes to be decreased noting she understands everything in expenses are increasing. [5,144,211,155]
paragraph: Be it Further Resolved, the nine clerical employees that are currently eligible for dental insurance will receive a 3.5% cost-of-living increase effective on the second payroll of January, 2026. [217,399,423,410]
notice-id: WNAXLP [614,944,634,949]
table-cell: Fees 2025 [296,713,317,719]
table-cell: All Plans [217,733,234,739]
paragraph: Whereas, the department also provides weekend and evening staffing ensuring coverage for community and private events; and, [429,60,635,71]
paragraph: Department Manager Reports [217,291,272,297]
paragraph: Aldersperson Edwards commented that he would like an end date. Sarah Repp, Parks, Recreation, and Cemetery Director, noted the position is scheduled to end when the deployment ends. To which Aldersperson Edwards commented he still has a problem with no end date. [217,580,423,596]
paragraph: Aldersperson Rugni moved, Aldersperson Henricks seconded, to approve Resolution No. 78-25. [429,26,604,32]
paragraph: Whereas, designating a laborer to directly oversee the listed operations places focused responsibilities similar to the street department and provides direct support to the Working Supervisor, the Director, and the Department. [429,95,635,106]
paragraph: Approval of Agent Change for Aldi Inc. (Wisconsin) (dba ALDI #97) at 209 New Road; Class A Beer/Fermented Malt Beverage and Intoxicating Liquor License — New Agent Brett M. Knippel. [429,482,635,493]
paragraph: Whereas, Act 36 increases reimbursement rates for "ambulance response and treatment and transport" to $375; and, [429,173,635,184]
table-cell: Sarge Corse [5,497,29,503]
paragraph: Be it Further Resolved, the City will still pursue collection if the opportunity arises. [5,512,153,518]
paragraph: Whereas, the City of Antigo would like to add a $375 fee for treat and no transport calls; and, [429,183,598,189]
table-cell: Employee + Family [429,301,465,307]
table-cell: $10.42.99 [98,507,117,513]
column-1 [5,3,210,947]
paragraph: with Capital Improvement Funds [5,522,64,528]
paragraph: Whereas, all interested participants are placed on a team and last minute registrations can cause a team shortage or a team overload; and, [217,473,423,483]
paragraph: Ms. Mattschecki noted there is a 60-day period in this budget which allows Council to make changes. [429,404,613,410]
paragraph: Whereas, there has been a trend of last-minute registrations (some after programs have started); and, [217,468,402,474]
